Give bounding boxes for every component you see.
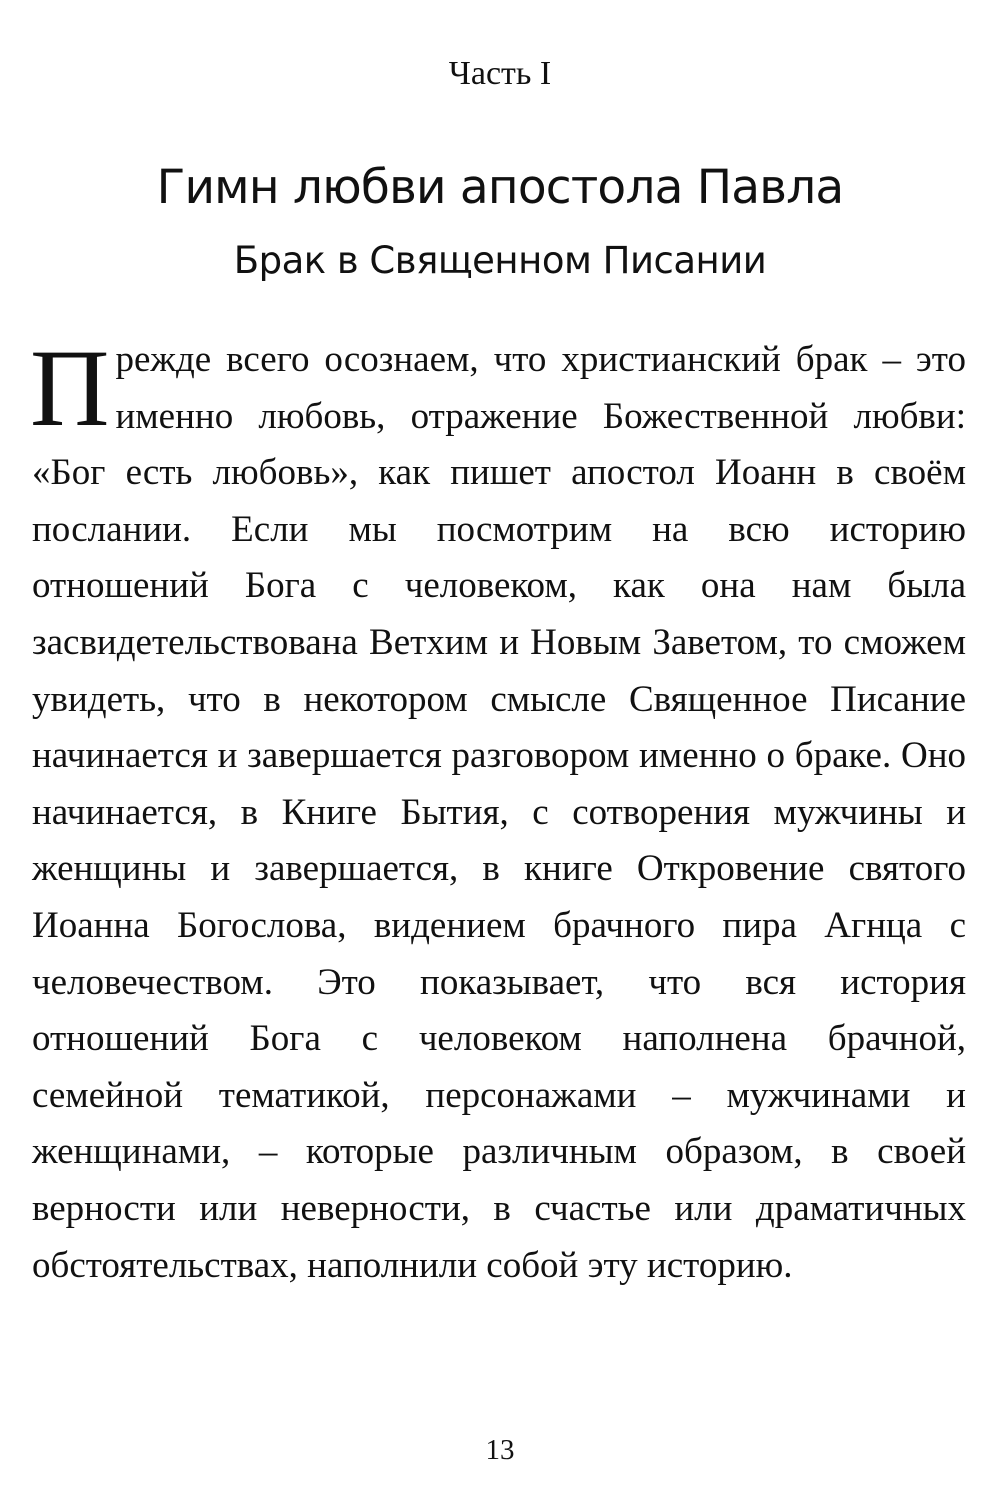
drop-cap: П bbox=[30, 327, 110, 449]
body-text: режде всего осознаем, что христианский брак – это именно любовь, отражение Божественной любви: «Бог есть любовь», как пишет апостол Иоанн в своём послании. Если мы посмотрим на всю историю отношений Бога с человеком, как она нам была засвидетельствована Ветхим и Новым Заветом, то сможем увидеть, что в некотором смысле Священное Писание начинается и завершается разговором именно о браке. Оно начинается, в Книге Бытия, с сотворения мужчины и женщины и завершается, в книге Откровение святого Иоанна Богослова, видением брачного пира Агнца с человечеством. Это показывает, что вся история отношений Бога с человеком наполнена брачной, семейной тематикой, персонажами – мужчинами и женщинами, – которые различным образом, в своей верности или неверности, в счастье или драматичных обстоятельствах, наполнили собой эту историю. bbox=[32, 339, 966, 1286]
page-number: 13 bbox=[485, 1434, 515, 1466]
body-paragraph bbox=[30, 327, 966, 1294]
part-label: Часть I bbox=[448, 55, 552, 92]
chapter-subtitle: Брак в Священном Писании bbox=[233, 239, 767, 282]
chapter-title: Гимн любви апостола Павла bbox=[156, 160, 844, 215]
